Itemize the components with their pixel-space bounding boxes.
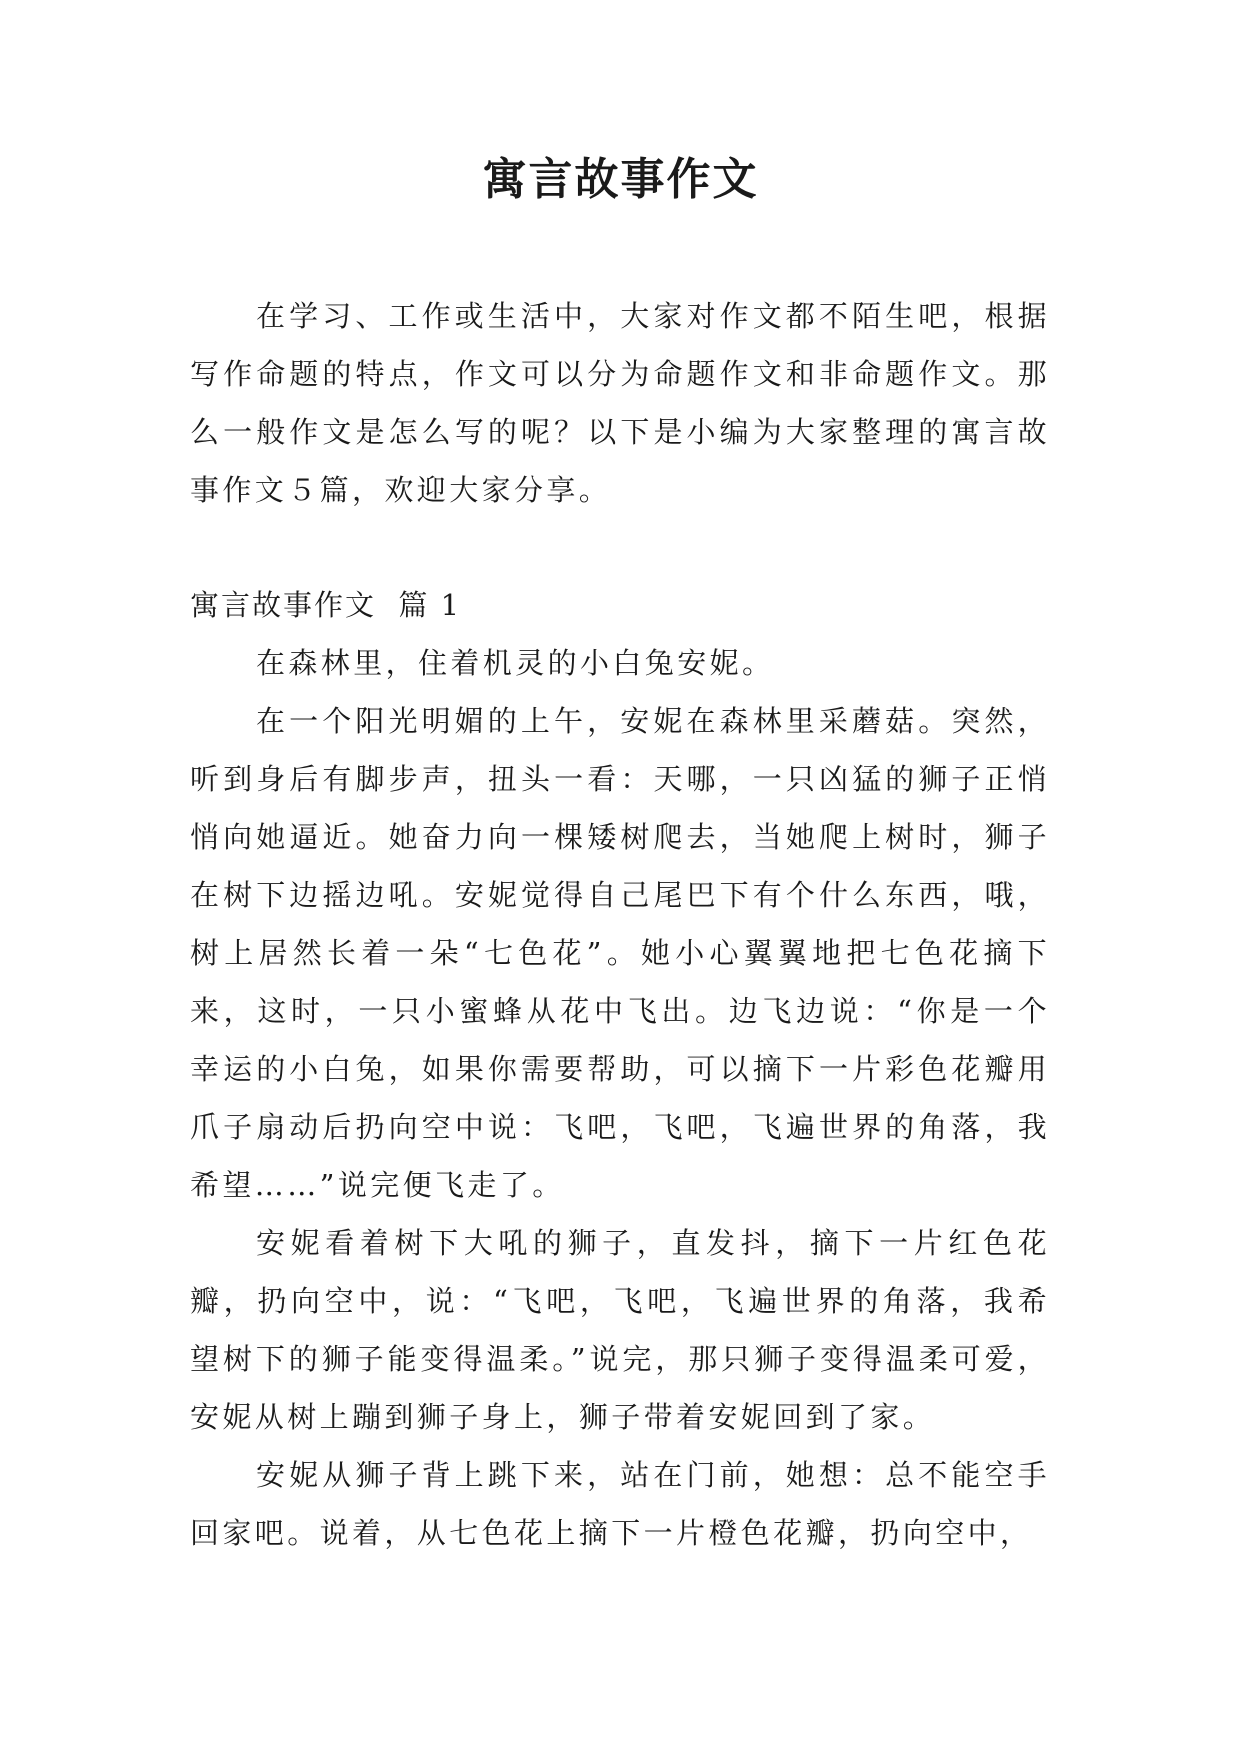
story-paragraph-3: 安妮看着树下大吼的狮子，直发抖，摘下一片红色花瓣，扔向空中，说：“飞吧，飞吧，飞遍世界的角落，我希望树下的狮子能变得温柔。”说完，那只狮子变得温柔可爱，安妮从树上蹦到狮子身上，狮子带着安妮回到了家。 [190, 1226, 1050, 1434]
story-paragraph-1: 在森林里，住着机灵的小白兔安妮。 [256, 646, 775, 680]
document-title: 寓言故事作文 [482, 154, 759, 205]
story-paragraph-4: 安妮从狮子背上跳下来，站在门前，她想：总不能空手回家吧。说着，从七色花上摘下一片橙色花瓣，扔向空中， [190, 1458, 1050, 1550]
document-body [190, 287, 1050, 1562]
section-heading: 寓言故事作文 篇 1 [190, 588, 462, 622]
intro-paragraph: 在学习、工作或生活中，大家对作文都不陌生吧，根据写作命题的特点，作文可以分为命题作文和非命题作文。那么一般作文是怎么写的呢？以下是小编为大家整理的寓言故事作文５篇，欢迎大家分享。 [190, 299, 1050, 507]
story-paragraph-2: 在一个阳光明媚的上午，安妮在森林里采蘑菇。突然，听到身后有脚步声，扭头一看：天哪，一只凶猛的狮子正悄悄向她逼近。她奋力向一棵矮树爬去，当她爬上树时，狮子在树下边摇边吼。安妮觉得自己尾巴下有个什么东西，哦，树上居然长着一朵“七色花”。她小心翼翼地把七色花摘下来，这时，一只小蜜蜂从花中飞出。边飞边说：“你是一个幸运的小白兔，如果你需要帮助，可以摘下一片彩色花瓣用爪子扇动后扔向空中说：飞吧，飞吧，飞遍世界的角落，我希望……”说完便飞走了。 [190, 704, 1050, 1202]
